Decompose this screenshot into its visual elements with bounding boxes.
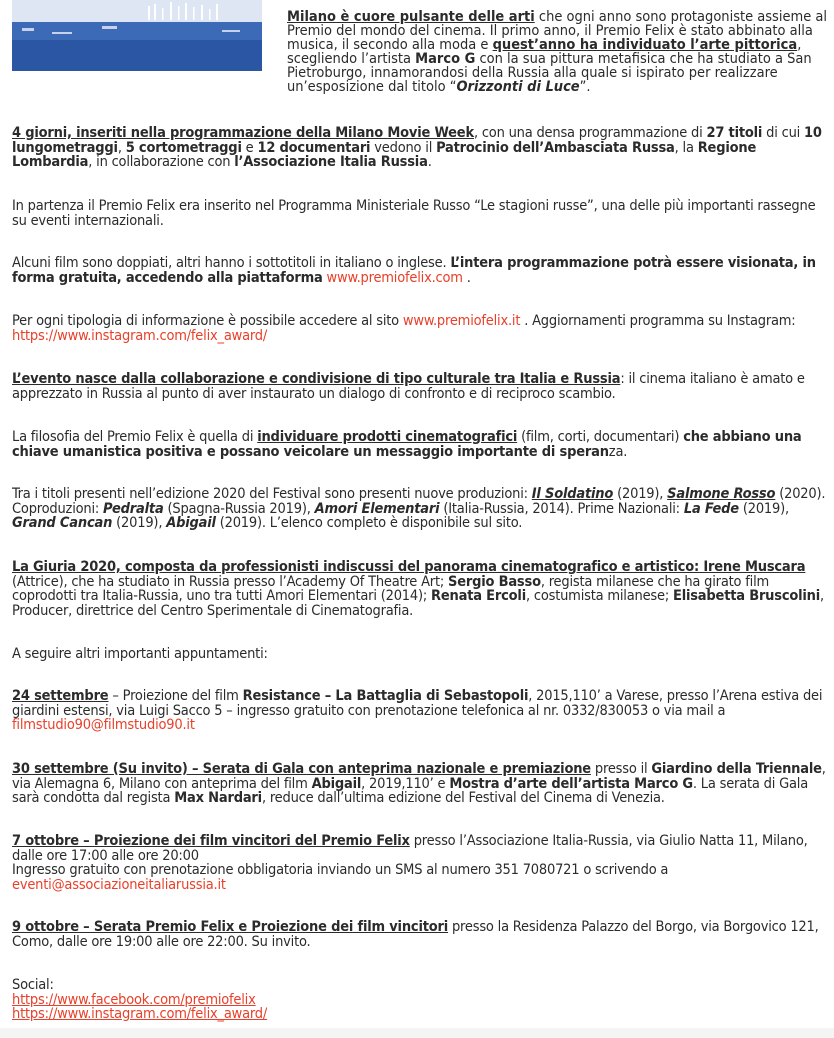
event-7-october: 7 ottobre – Proiezione dei film vincitori del Premio Felix presso l’Associazione Italia-Russia, via Giulio Natta 11, Milano, dalle ore 17:00 alle ore 20:00 Ingresso gratuito con prenotazione obbligatoria inviando un SMS al numero 351 7080721 o scrivendo a eventi@associazioneitaliarussia.it [12, 833, 808, 893]
instagram-link[interactable]: https://www.instagram.com/felix_award/ [12, 327, 268, 344]
paragraph-days: 4 giorni, inseriti nella programmazione della Milano Movie Week, con una densa programmazione di 27 titoli di cui 10 lungometraggi, 5 cortometraggi e 12 documentari vedono il Patrocinio dell’Ambasciata Russa, la Regione Lombardia, in collaborazione con l’Associazione Italia Russia. [12, 125, 822, 170]
social-section [12, 978, 827, 1022]
premiofelix-com-link[interactable]: www.premiofelix.com [326, 269, 463, 286]
intro-highlight: Milano è cuore pulsante delle arti [287, 9, 535, 25]
event-24-september: 24 settembre – Proiezione del film Resistance – La Battaglia di Sebastopoli, 2015,110’ a Varese, presso l’Arena estiva dei giardini estensi, via Luigi Sacco 5 – ingresso gratuito con prenotazione telefonica al nr. 0332/830053 o via mail a filmstudio90@filmstudio90.it [12, 688, 823, 733]
paragraph-start: In partenza il Premio Felix era inserito nel Programma Ministeriale Russo “Le stagioni russe”, una delle più importanti rassegne su eventi internazionali. [12, 198, 816, 229]
paragraph-jury: La Giuria 2020, composta da professionisti indiscussi del panorama cinematografico e artistico: Irene Muscara (Attrice), che ha studiato in Russia presso l’Academy Of Theatre Art; Sergio Basso, regista milanese che ha girato film coprodotti tra Italia-Russia, uno tra tutti Amori Elementari (2014); Renata Ercoli, costumista milanese; Elisabetta Bruscolini, Producer, direttrice del Centro Sperimentale di Cinematografia. [12, 559, 824, 619]
paragraph-follow: A seguire altri importanti appuntamenti: [12, 646, 268, 662]
paragraph-films: Alcuni film sono doppiati, altri hanno i sottotitoli in italiano o inglese. L’intera programmazione potrà essere visionata, in forma gratuita, accedendo alla piattaforma www.premiofelix.com . [12, 255, 816, 286]
paragraph-titles: Tra i titoli presenti nell’edizione 2020 del Festival sono presenti nuove produzioni: Il Soldatino (2019), Salmone Rosso (2020). Coproduzioni: Pedralta (Spagna-Russia 2019), Amori Elementari (Italia-Russia, 2014). Prime Nazionali: La Fede (2019), Grand Cancan (2019), Abigail (2019). L’elenco completo è disponibile sul sito. [12, 486, 826, 531]
facebook-link[interactable]: https://www.facebook.com/premiofelix [12, 991, 256, 1008]
intro-paragraph: Milano è cuore pulsante delle arti che ogni anno sono protagoniste assieme al Premio del mondo del cinema. Il primo anno, il Premio Felix è stato abbinato alla musica, il secondo alla moda e quest’anno ha individuato l’arte pittorica, scegliendo l’artista Marco G con la sua pittura metafisica che ha studiato a San Pietroburgo, innamorandosi della Russia alla quale si ispirato per realizzare un’esposizione dal titolo “Orizzonti di Luce”. [287, 9, 828, 95]
associazione-email-link[interactable]: eventi@associazioneitaliarussia.it [12, 876, 226, 893]
filmstudio-email-link[interactable]: filmstudio90@filmstudio90.it [12, 717, 195, 733]
paragraph-philosophy: La filosofia del Premio Felix è quella di individuare prodotti cinematografici (film, corti, documentari) che abbiano una chiave umanistica positiva e possano veicolare un messaggio importante di speranza. [12, 429, 802, 460]
premiofelix-it-link[interactable]: www.premiofelix.it [402, 313, 521, 329]
paragraph-event: L’evento nasce dalla collaborazione e condivisione di tipo culturale tra Italia e Russia: il cinema italiano è amato e apprezzato in Russia al punto di aver instaurato un dialogo di confronto e di reciproco scambio. [12, 371, 805, 402]
cityscape-image [12, 0, 262, 71]
event-9-october: 9 ottobre – Serata Premio Felix e Proiezione dei film vincitori presso la Residenza Palazzo del Borgo, via Borgovico 121, Como, dalle ore 19:00 alle ore 22:00. Su invito. [12, 919, 819, 950]
social-label: Social: [12, 977, 54, 993]
bottom-band [0, 1028, 834, 1038]
exhibition-title: Orizzonti di Luce [456, 79, 580, 95]
event-30-september: 30 settembre (Su invito) – Serata di Gala con anteprima nazionale e premiazione presso il Giardino della Triennale, via Alemagna 6, Milano con anteprima del film Abigail, 2019,110’ e Mostra d’arte dell’artista Marco G. La serata di Gala sarà condotta dal regista Max Nardari, reduce dall’ultima edizione del Festival del Cinema di Venezia. [12, 761, 826, 806]
instagram-social-link[interactable]: https://www.instagram.com/felix_award/ [12, 1006, 268, 1022]
paragraph-info: Per ogni tipologia di informazione è possibile accedere al sito www.premiofelix.it . Aggiornamenti programma su Instagram: https://www.instagram.com/felix_award/ [12, 313, 796, 344]
